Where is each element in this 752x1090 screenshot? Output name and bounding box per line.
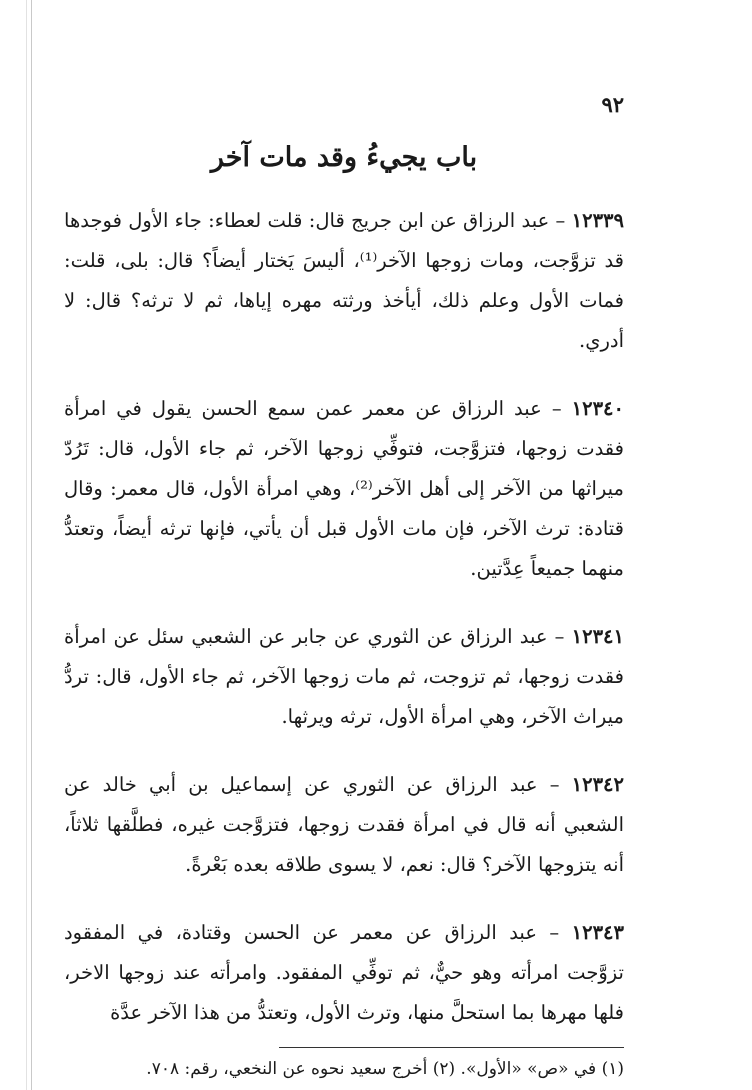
entry-paragraph — [64, 765, 624, 885]
page-number: ٩٢ — [601, 92, 624, 117]
hadith-entry — [64, 765, 624, 885]
hadith-entry — [64, 389, 624, 589]
entry-number: ١٢٣٤٢ — [571, 773, 624, 796]
entry-text: – عبد الرزاق عن ابن جريج قال: قلت لعطاء: جاء الأول فوجدها قد تزوَّجت، ومات زوجها الآخر⁽¹⁾، أليسَ يَختار أيضاً؟ قال: بلى، قلت: فمات الأول وعلم ذلك، أيأخذ ورثته مهره إياها، ثم لا ترثه؟ قال: لا أدري. — [64, 209, 625, 352]
hadith-entry — [64, 201, 624, 361]
entry-text: – عبد الرزاق عن الثوري عن جابر عن الشعبي سئل عن امرأة فقدت زوجها، ثم تزوجت، ثم مات زوجها الآخر، ثم جاء الأول، قال: تردُّ ميراث الآخر، وهي امرأة الأول، ترثه ويرثها. — [64, 625, 624, 728]
entry-number: ١٢٣٤٣ — [571, 921, 625, 944]
footnote-divider — [279, 1047, 624, 1048]
entry-text: – عبد الرزاق عن معمر عن الحسن وقتادة، في المفقود تزوَّجت امرأته وهو حيٌّ، ثم توفِّي المفقود. وامرأته عند زوجها الاخر، فلها مهرها بما استحلَّ منها، وترث الأول، وتعتدُّ من هذا الآخر عدَّة — [64, 921, 624, 1024]
book-page — [64, 86, 624, 1084]
footnotes: (١) في «ص» «الأول». (٢) أخرج سعيد نحوه عن النخعي، رقم: ٧٠٨. — [146, 1059, 624, 1079]
entry-text: – عبد الرزاق عن الثوري عن إسماعيل بن أبي خالد عن الشعبي أنه قال في امرأة فقدت زوجها، فتزوَّجت غيره، فطلَّقها ثلاثاً، أنه يتزوجها الآخر؟ قال: نعم، لا يسوى طلاقه بعده بَعْرةً. — [64, 773, 624, 876]
entry-number: ١٢٣٤٠ — [571, 397, 625, 420]
hadith-entry — [64, 913, 624, 1033]
entry-number: ١٢٣٣٩ — [571, 209, 624, 232]
entry-paragraph — [64, 913, 624, 1033]
entry-paragraph — [64, 617, 624, 737]
entry-paragraph — [64, 201, 624, 361]
binding-edge-line — [26, 0, 27, 1090]
chapter-title: باب يجيءُ وقد مات آخر — [210, 142, 478, 173]
binding-edge-line — [31, 0, 32, 1090]
entry-paragraph — [64, 389, 624, 589]
hadith-entry — [64, 617, 624, 737]
entry-number: ١٢٣٤١ — [571, 625, 624, 648]
entry-text: – عبد الرزاق عن معمر عمن سمع الحسن يقول في امرأة فقدت زوجها، فتزوَّجت، فتوفِّي زوجها الآخر، ثم جاء الأول، قال: تَرُدّ ميراثها من الآخر إلى أهل الآخر⁽²⁾، وهي امرأة الأول، قال معمر: وقال قتادة: ترث الآخر، فإن مات الأول قبل أن يأتي، فإنها ترثه أيضاً، وتعتدُّ منهما جميعاً عِدَّتين. — [64, 397, 624, 580]
